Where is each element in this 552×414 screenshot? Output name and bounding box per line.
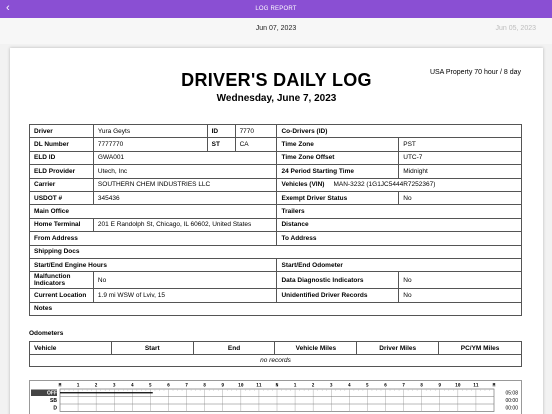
hour-label: 7 <box>185 383 188 389</box>
next-date-button[interactable]: Jun 05, 2023 <box>495 25 536 32</box>
table-row <box>30 272 522 289</box>
trailers-label: Trailers <box>277 205 522 218</box>
period-value: Midnight <box>399 165 522 178</box>
malfunction-value: No <box>93 272 277 289</box>
period-label: 24 Period Starting Time <box>277 165 399 178</box>
duty-status-graph <box>29 380 522 414</box>
hour-label: 7 <box>402 383 405 389</box>
location-value: 1.9 mi WSW of Lviv, 15 <box>93 289 277 302</box>
from-address-label: From Address <box>30 232 277 245</box>
table-row <box>30 191 522 204</box>
eld-id-value: GWA001 <box>93 151 277 164</box>
tz-offset-value: UTC-7 <box>399 151 522 164</box>
table-row <box>30 289 522 302</box>
table-row <box>30 178 522 191</box>
status-row-label: OFF <box>47 390 57 397</box>
malfunction-label: Malfunction Indicators <box>30 272 94 289</box>
unidentified-label: Unidentified Driver Records <box>277 289 399 302</box>
dl-value: 7777770 <box>93 138 207 151</box>
eld-id-label: ELD ID <box>30 151 94 164</box>
vehicles-cell <box>277 178 522 191</box>
table-row <box>30 258 522 271</box>
hour-label: 9 <box>438 383 442 389</box>
driver-label: Driver <box>30 125 94 138</box>
unidentified-value: No <box>399 289 522 302</box>
column-header: PC/YM Miles <box>439 342 522 355</box>
home-terminal-label: Home Terminal <box>30 218 94 231</box>
distance-label: Distance <box>277 218 522 231</box>
codrivers-label: Co-Drivers (ID) <box>277 125 522 138</box>
shipping-docs-label: Shipping Docs <box>30 245 522 258</box>
hour-label: M <box>492 383 496 389</box>
driver-info-table <box>29 124 522 316</box>
status-row-total: 05:08 <box>505 390 518 397</box>
status-row-total: 00:00 <box>505 405 518 412</box>
odometers-table <box>29 341 522 367</box>
hour-label: 6 <box>384 383 387 389</box>
status-row-label: SB <box>50 398 57 404</box>
eld-provider-value: Utech, Inc <box>93 165 277 178</box>
hour-label: 9 <box>221 383 225 389</box>
hos-rule: USA Property 70 hour / 8 day <box>429 69 521 76</box>
app-header <box>0 0 552 18</box>
hour-label: 1 <box>76 383 80 389</box>
main-office-label: Main Office <box>30 205 277 218</box>
hour-label: 5 <box>149 383 152 389</box>
carrier-value: SOUTHERN CHEM INDUSTRIES LLC <box>93 178 277 191</box>
column-header: Driver Miles <box>357 342 439 355</box>
header-title: LOG REPORT <box>255 6 297 12</box>
driver-value: Yura Geyts <box>93 125 207 138</box>
hour-label: N <box>275 383 279 389</box>
hour-label: 1 <box>293 383 297 389</box>
id-value: 7770 <box>235 125 277 138</box>
dl-label: DL Number <box>30 138 94 151</box>
hour-label: M <box>58 383 62 389</box>
hour-label: 10 <box>455 383 461 389</box>
column-header: Vehicle <box>30 342 112 355</box>
table-row <box>30 151 522 164</box>
current-date: Jun 07, 2023 <box>255 25 297 32</box>
hour-label: 3 <box>112 383 116 389</box>
hour-label: 5 <box>366 383 369 389</box>
table-row <box>30 138 522 151</box>
tz-label: Time Zone <box>277 138 399 151</box>
table-row <box>30 232 522 245</box>
exempt-value: No <box>399 191 522 204</box>
column-header: Start <box>111 342 193 355</box>
graph-canvas <box>30 381 521 414</box>
status-row-total: 00:00 <box>505 398 518 404</box>
date-navigator <box>0 18 552 44</box>
table-row <box>30 205 522 218</box>
table-row <box>30 165 522 178</box>
odometer-label: Start/End Odometer <box>277 258 522 271</box>
odometers-header-row <box>30 342 522 355</box>
hour-label: 10 <box>238 383 244 389</box>
home-terminal-value: 201 E Randolph St, Chicago, IL 60602, United States <box>93 218 277 231</box>
exempt-label: Exempt Driver Status <box>277 191 399 204</box>
table-row <box>30 355 522 367</box>
log-title: DRIVER'S DAILY LOG <box>181 70 372 90</box>
vehicles-label: Vehicles (VIN) <box>281 181 325 189</box>
table-row <box>30 245 522 258</box>
carrier-label: Carrier <box>30 178 94 191</box>
notes-label: Notes <box>30 302 522 315</box>
table-row <box>30 218 522 231</box>
eld-provider-label: ELD Provider <box>30 165 94 178</box>
column-header: End <box>193 342 275 355</box>
location-label: Current Location <box>30 289 94 302</box>
st-label: ST <box>207 138 235 151</box>
column-header: Vehicle Miles <box>275 342 357 355</box>
id-label: ID <box>207 125 235 138</box>
engine-hours-label: Start/End Engine Hours <box>30 258 277 271</box>
diagnostic-value: No <box>399 272 522 289</box>
hour-label: 11 <box>473 383 479 389</box>
hour-label: 2 <box>311 383 315 389</box>
table-row <box>30 302 522 315</box>
hour-label: 11 <box>256 383 262 389</box>
table-row <box>30 125 522 138</box>
odometers-title: Odometers <box>29 330 64 337</box>
hour-label: 4 <box>347 383 351 389</box>
to-address-label: To Address <box>277 232 522 245</box>
usdot-label: USDOT # <box>30 191 94 204</box>
hour-label: 8 <box>203 383 207 389</box>
tz-offset-label: Time Zone Offset <box>277 151 399 164</box>
tz-value: PST <box>399 138 522 151</box>
diagnostic-label: Data Diagnostic Indicators <box>277 272 399 289</box>
status-row-label: D <box>53 405 57 412</box>
log-sheet <box>10 48 543 414</box>
no-records-text: no records <box>30 355 522 367</box>
usdot-value: 345436 <box>93 191 277 204</box>
vehicles-value: MAN-3232 (1G1JC5444R7252367) <box>333 181 436 189</box>
log-date: Wednesday, June 7, 2023 <box>216 93 337 104</box>
hour-label: 4 <box>130 383 134 389</box>
hour-label: 3 <box>329 383 333 389</box>
hour-label: 6 <box>167 383 170 389</box>
hour-label: 8 <box>420 383 424 389</box>
hour-label: 2 <box>94 383 98 389</box>
chevron-left-icon[interactable]: ‹ <box>6 2 10 14</box>
st-value: CA <box>235 138 277 151</box>
